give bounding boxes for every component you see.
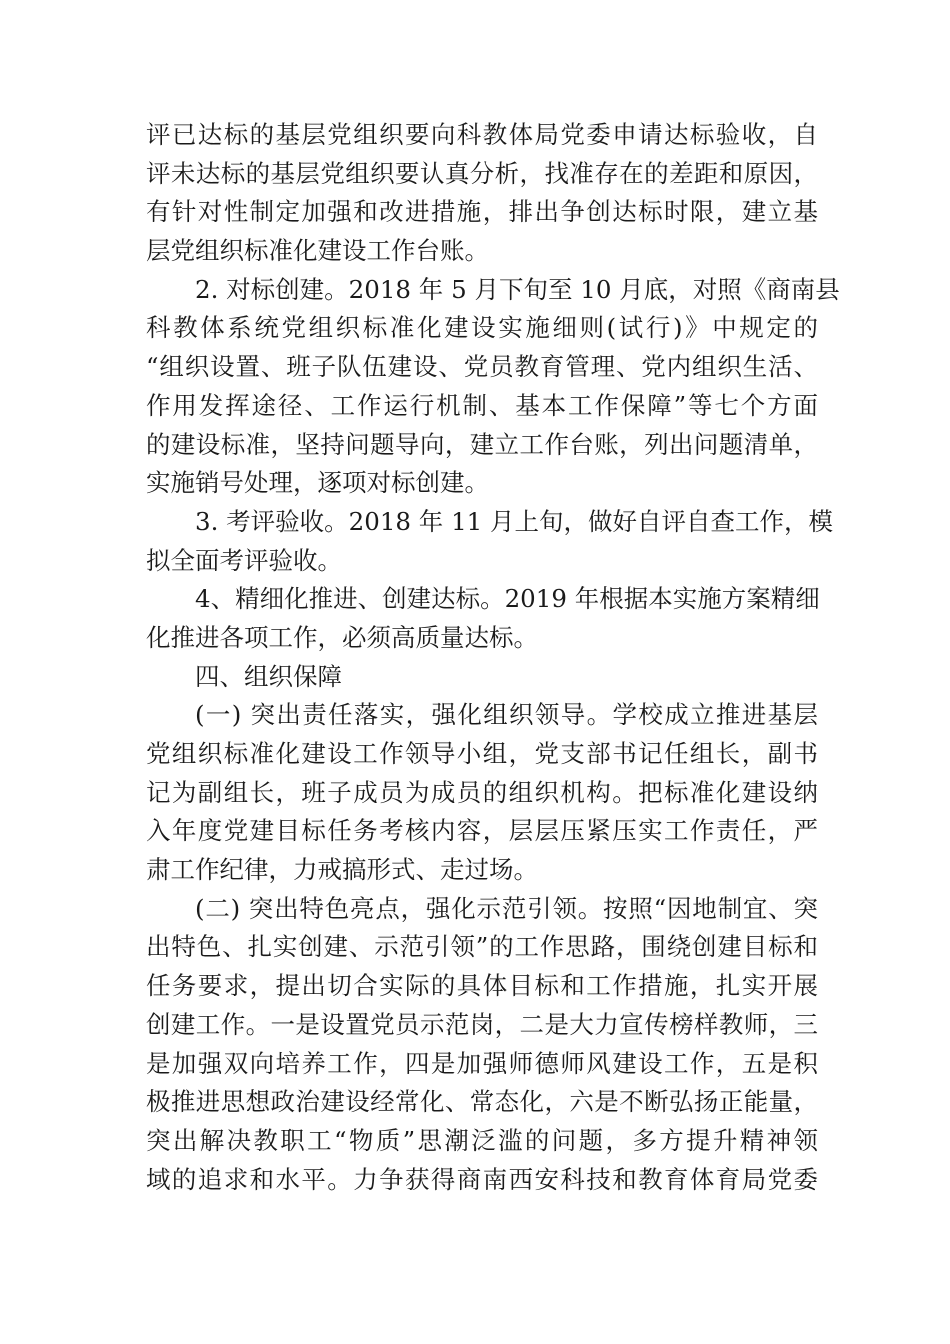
text-line: “组织设置、班子队伍建设、党员教育管理、党内组织生活、 — [146, 352, 818, 382]
text-line: 的建设标准，坚持问题导向，建立工作台账，列出问题清单， — [146, 429, 818, 459]
text-line: 极推进思想政治建设经常化、常态化，六是不断弘扬正能量， — [146, 1087, 818, 1117]
text-line: 2. 对标创建。2018 年 5 月下旬至 10 月底，对照《商南县 — [195, 274, 840, 304]
text-line: 层党组织标准化建设工作台账。 — [146, 236, 489, 266]
text-line: 3. 考评验收。2018 年 11 月上旬，做好自评自查工作，模 — [195, 506, 834, 536]
text-line: 创建工作。一是设置党员示范岗，二是大力宣传榜样教师，三 — [146, 1009, 818, 1039]
text-line: 拟全面考评验收。 — [146, 545, 342, 575]
text-line: 实施销号处理，逐项对标创建。 — [146, 468, 489, 498]
text-line: 四、组织保障 — [195, 661, 342, 691]
text-line: 评已达标的基层党组织要向科教体局党委申请达标验收，自 — [146, 120, 818, 149]
text-line: 作用发挥途径、工作运行机制、基本工作保障”等七个方面 — [146, 390, 818, 420]
text-line: 评未达标的基层党组织要认真分析，找准存在的差距和原因， — [146, 158, 818, 188]
text-line: 化推进各项工作，必须高质量达标。 — [146, 622, 538, 652]
text-line: 记为副组长，班子成员为成员的组织机构。把标准化建设纳 — [146, 777, 818, 807]
text-line: 任务要求，提出切合实际的具体目标和工作措施，扎实开展 — [146, 971, 818, 1001]
text-line: 突出解决教职工“物质”思潮泛滥的问题，多方提升精神领 — [146, 1125, 818, 1155]
text-line: 4、精细化推进、创建达标。2019 年根据本实施方案精细 — [195, 584, 820, 614]
text-line: 科教体系统党组织标准化建设实施细则(试行)》中规定的 — [146, 313, 818, 343]
text-line: 入年度党建目标任务考核内容，层层压紧压实工作责任，严 — [146, 816, 818, 846]
text-line: 肃工作纪律，力戒搞形式、走过场。 — [146, 855, 538, 885]
document-body — [146, 116, 840, 1199]
text-line: (一) 突出责任落实，强化组织领导。学校成立推进基层 — [195, 700, 818, 730]
text-line: (二) 突出特色亮点，强化示范引领。按照“因地制宜、突 — [195, 893, 818, 923]
text-line: 是加强双向培养工作，四是加强师德师风建设工作，五是积 — [146, 1048, 818, 1078]
text-line: 有针对性制定加强和改进措施，排出争创达标时限，建立基 — [146, 197, 818, 227]
text-line: 党组织标准化建设工作领导小组，党支部书记任组长，副书 — [146, 739, 818, 768]
text-line: 出特色、扎实创建、示范引领”的工作思路，围绕创建目标和 — [146, 932, 818, 962]
text-line: 域的追求和水平。力争获得商南西安科技和教育体育局党委 — [146, 1164, 818, 1194]
